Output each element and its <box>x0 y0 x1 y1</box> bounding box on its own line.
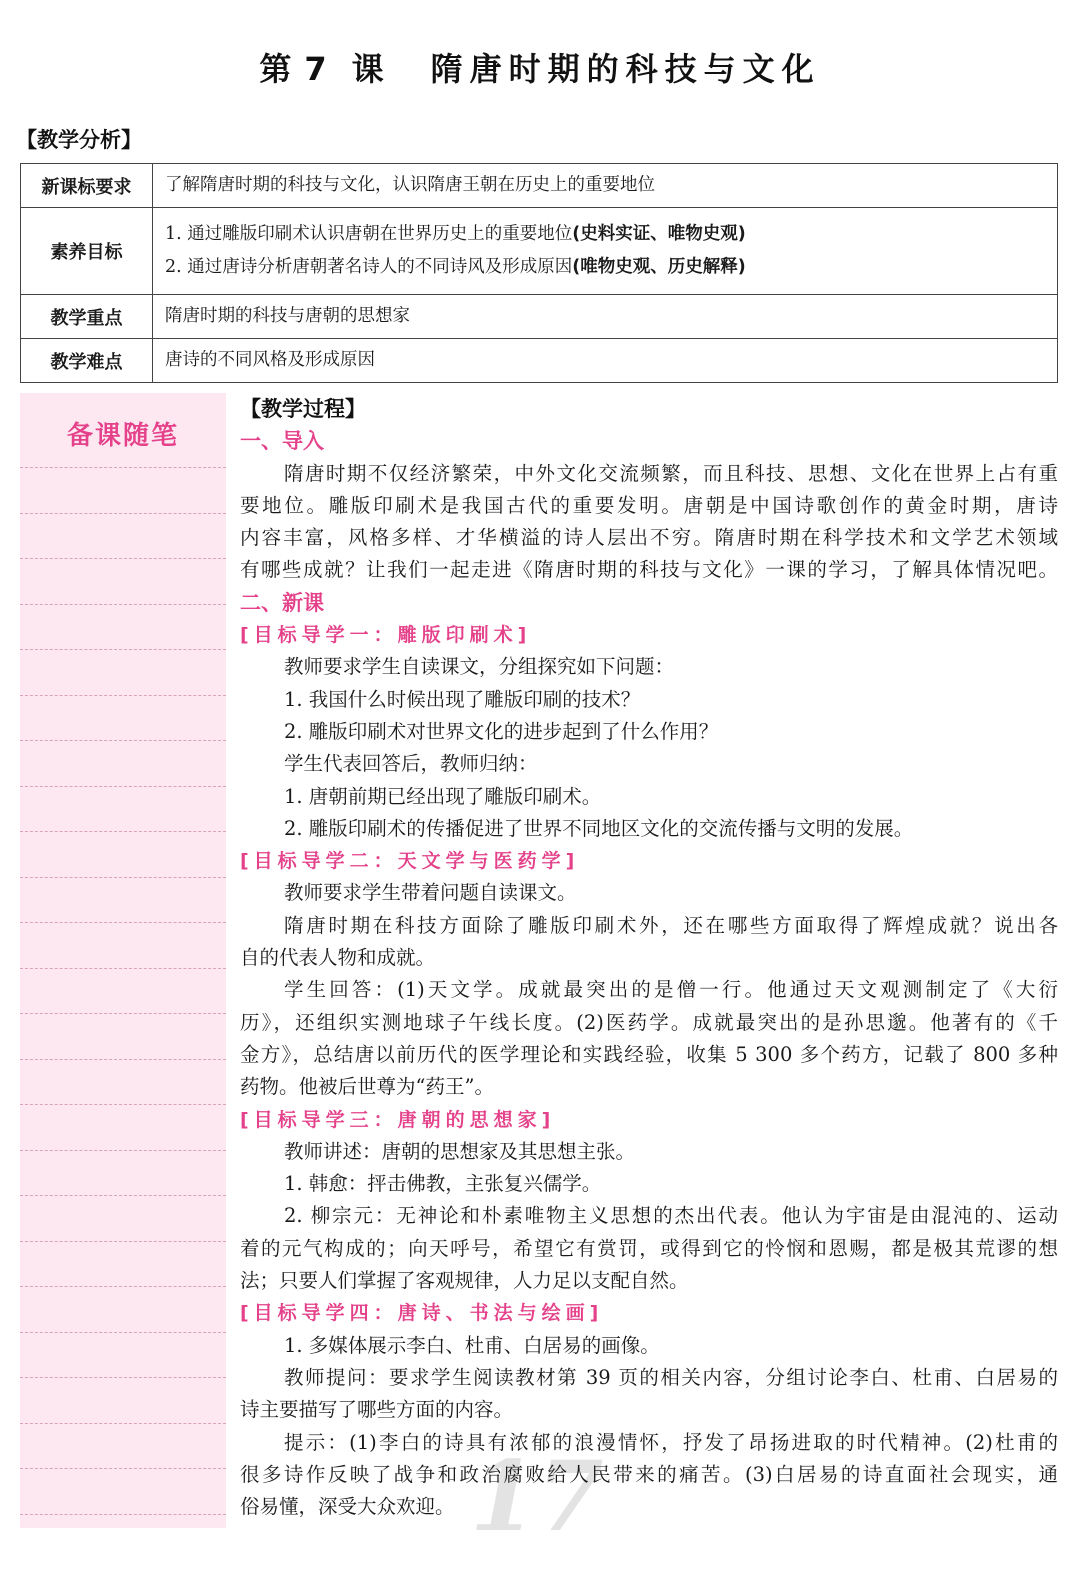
table-row <box>21 339 1058 383</box>
body-line: 很多诗作反映了战争和政治腐败给人民带来的痛苦。(3)白居易的诗直面社会现实，通 <box>240 1462 1058 1486</box>
body-line: 教师要求学生带着问题自读课文。 <box>284 881 577 905</box>
body-line: 教师讲述：唐朝的思想家及其思想主张。 <box>284 1139 636 1163</box>
note-rule <box>20 604 226 605</box>
body-line: 要地位。雕版印刷术是我国古代的重要发明。唐朝是中国诗歌创作的黄金时期，唐诗 <box>240 493 1058 517</box>
note-rule <box>20 1241 226 1242</box>
analysis-heading: 【教学分析】 <box>16 128 142 152</box>
note-rule <box>20 740 226 741</box>
row-label: 教学难点 <box>21 339 153 383</box>
title-unit: 课 <box>351 50 391 88</box>
row-label: 新课标要求 <box>21 164 153 208</box>
notes-sidebar <box>20 393 226 1528</box>
note-rule <box>20 513 226 514</box>
body-line: 隋唐时期在科技方面除了雕版印刷术外，还在哪些方面取得了辉煌成就？说出各 <box>284 913 1058 937</box>
note-rule <box>20 968 226 969</box>
note-rule <box>20 1286 226 1287</box>
note-rule <box>20 1377 226 1378</box>
body-line: 教师要求学生自读课文，分组探究如下问题： <box>284 655 675 679</box>
page-number: 17 <box>470 1440 604 1553</box>
line-text: 2. 通过唐诗分析唐朝著名诗人的不同诗风及形成原因 <box>165 257 573 277</box>
note-rule <box>20 1150 226 1151</box>
line-text: 唐诗的不同风格及形成原因 <box>165 350 375 370</box>
body-line: 历》，还组织实测地球子午线长度。(2)医药学。成就最突出的是孙思邈。他著有的《千 <box>240 1010 1058 1034</box>
body-line: 1. 多媒体展示李白、杜甫、白居易的画像。 <box>284 1333 660 1357</box>
body-line: 有哪些成就？让我们一起走进《隋唐时期的科技与文化》一课的学习，了解具体情况吧。 <box>240 558 1058 582</box>
row-line <box>165 300 1057 333</box>
body-line: 学生代表回答后，教师归纳： <box>284 752 538 776</box>
note-rule <box>20 1514 226 1515</box>
section-heading: 一、导入 <box>240 429 324 454</box>
row-content <box>153 339 1058 383</box>
body-line: 1. 我国什么时候出现了雕版印刷的技术？ <box>284 687 641 711</box>
line-text: 1. 通过雕版印刷术认识唐朝在世界历史上的重要地位 <box>165 224 573 244</box>
row-content <box>153 208 1058 295</box>
note-rule <box>20 922 226 923</box>
row-content <box>153 164 1058 208</box>
note-rule <box>20 1423 226 1424</box>
title-number: 7 <box>304 50 334 88</box>
row-line <box>165 169 1057 202</box>
goal-heading: [目标导学二：天文学与医药学] <box>240 850 580 873</box>
row-content <box>153 295 1058 339</box>
line-text: 了解隋唐时期的科技与文化，认识隋唐王朝在历史上的重要地位 <box>165 175 655 195</box>
row-line <box>165 344 1057 377</box>
body-line: 1. 唐朝前期已经出现了雕版印刷术。 <box>284 784 602 808</box>
page-title <box>0 44 1080 90</box>
body-line: 2. 柳宗元：无神论和朴素唯物主义思想的杰出代表。他认为宇宙是由混沌的、运动 <box>284 1204 1058 1228</box>
line-tag: (唯物史观、历史解释) <box>572 257 746 277</box>
teaching-process <box>240 393 1058 1523</box>
note-rule <box>20 1104 226 1105</box>
line-tag: (史料实证、唯物史观) <box>572 224 746 244</box>
body-line: 药物。他被后世尊为“药王”。 <box>240 1075 494 1099</box>
analysis-table <box>20 163 1058 383</box>
note-rule <box>20 649 226 650</box>
table-row <box>21 164 1058 208</box>
row-line <box>165 251 1057 284</box>
table-row <box>21 295 1058 339</box>
section-heading: 二、新课 <box>240 590 324 615</box>
body-line: 着的元气构成的；向天呼号，希望它有赏罚，或得到它的怜悯和恩赐，都是极其荒谬的想 <box>240 1236 1058 1260</box>
note-rule <box>20 467 226 468</box>
row-line <box>165 218 1057 251</box>
body-line: 金方》，总结唐以前历代的医学理论和实践经验，收集 5 300 多个药方，记载了 800 多种 <box>240 1042 1058 1066</box>
table-row <box>21 208 1058 295</box>
body-line: 隋唐时期不仅经济繁荣，中外文化交流频繁，而且科技、思想、文化在世界上占有重 <box>284 461 1058 485</box>
body-line: 2. 雕版印刷术的传播促进了世界不同地区文化的交流传播与文明的发展。 <box>284 816 914 840</box>
body-line: 提示：(1)李白的诗具有浓郁的浪漫情怀，抒发了昂扬进取的时代精神。(2)杜甫的 <box>284 1430 1058 1454</box>
line-text: 隋唐时期的科技与唐朝的思想家 <box>165 306 410 326</box>
note-rule <box>20 1332 226 1333</box>
note-rule <box>20 1468 226 1469</box>
note-rule <box>20 786 226 787</box>
goal-heading: [目标导学三：唐朝的思想家] <box>240 1108 556 1131</box>
title-name: 隋唐时期的科技与文化 <box>430 50 821 88</box>
goal-heading: [目标导学一：雕版印刷术] <box>240 624 532 647</box>
note-rule <box>20 1013 226 1014</box>
body-line: 教师提问：要求学生阅读教材第 39 页的相关内容，分组讨论李白、杜甫、白居易的 <box>284 1365 1058 1389</box>
body-line: 诗主要描写了哪些方面的内容。 <box>240 1398 514 1422</box>
note-rule <box>20 695 226 696</box>
note-rule <box>20 558 226 559</box>
row-label: 素养目标 <box>21 208 153 295</box>
note-rule <box>20 877 226 878</box>
note-rule <box>20 831 226 832</box>
body-line: 俗易懂，深受大众欢迎。 <box>240 1495 455 1519</box>
body-line: 学生回答：(1)天文学。成就最突出的是僧一行。他通过天文观测制定了《大衍 <box>284 978 1058 1002</box>
body-line: 内容丰富，风格多样、才华横溢的诗人层出不穷。隋唐时期在科学技术和文学艺术领域 <box>240 526 1058 550</box>
body-line: 2. 雕版印刷术对世界文化的进步起到了什么作用？ <box>284 719 719 743</box>
row-label: 教学重点 <box>21 295 153 339</box>
body-line: 1. 韩愈：抨击佛教，主张复兴儒学。 <box>284 1172 602 1196</box>
title-lesson: 第 <box>259 50 299 88</box>
note-rule <box>20 1195 226 1196</box>
note-rule <box>20 1059 226 1060</box>
sidebar-title: 备课随笔 <box>66 421 179 451</box>
process-heading: 【教学过程】 <box>240 397 366 421</box>
body-line: 自的代表人物和成就。 <box>240 946 436 970</box>
body-line: 法；只要人们掌握了客观规律，人力足以支配自然。 <box>240 1269 689 1293</box>
goal-heading: [目标导学四：唐诗、书法与绘画] <box>240 1302 604 1325</box>
